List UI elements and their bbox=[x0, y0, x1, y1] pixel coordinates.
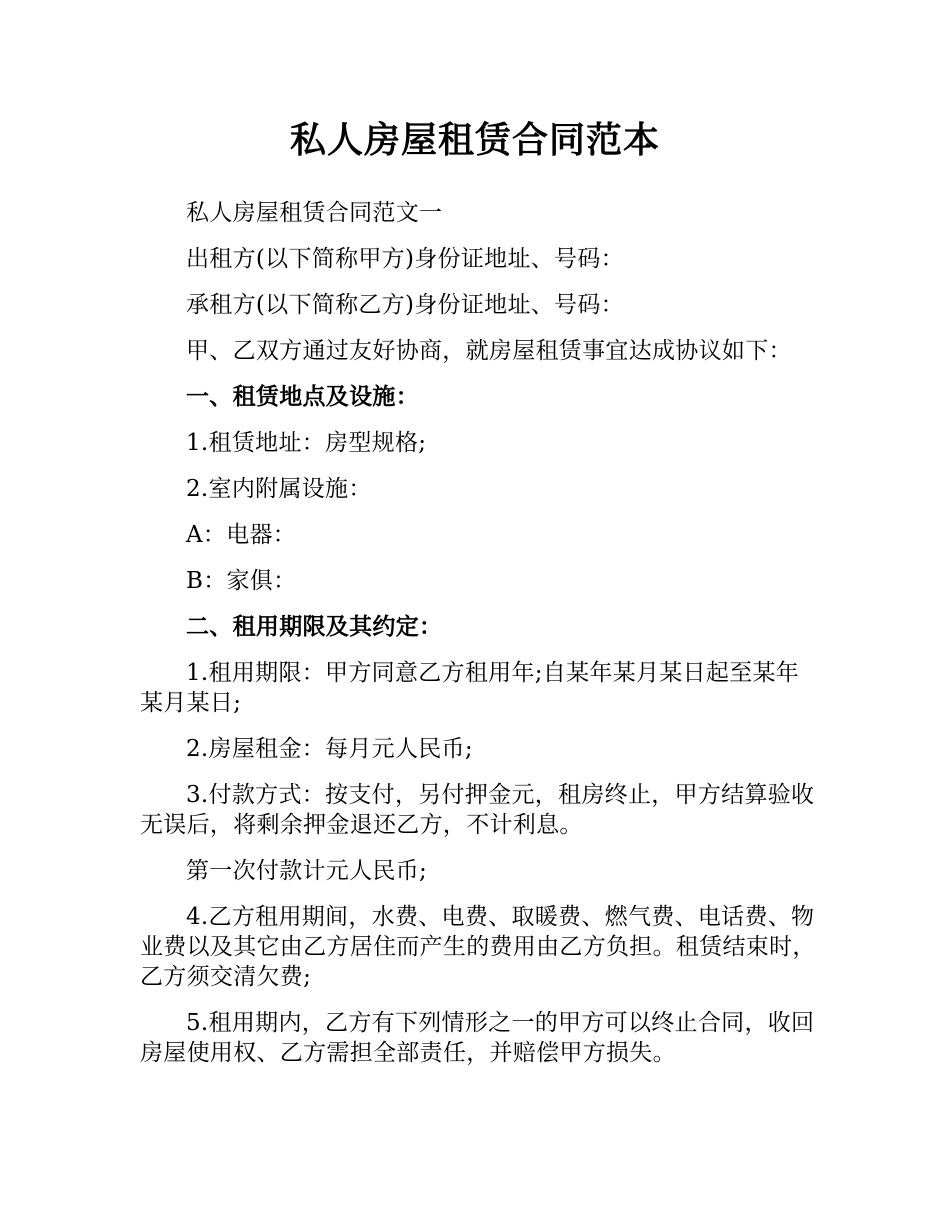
paragraph-rent: 2.房屋租金：每月元人民币; bbox=[186, 736, 473, 762]
paragraph-intro: 私人房屋租赁合同范文一 bbox=[186, 200, 443, 226]
paragraph-termination: 5.租用期内，乙方有下列情形之一的甲方可以终止合同，收回房屋使用权、乙方需担全部责任，并赔偿甲方损失。 bbox=[140, 1010, 815, 1066]
paragraph-furniture: B：家俱： bbox=[186, 568, 297, 594]
section-heading-term: 二、租用期限及其约定： bbox=[186, 614, 443, 640]
paragraph-term: 1.租用期限：甲方同意乙方租用年;自某年某月某日起至某年某月某日; bbox=[140, 660, 800, 716]
document-title: 私人房屋租赁合同范本 bbox=[289, 120, 660, 161]
document-body bbox=[140, 198, 820, 1084]
paragraph-payment: 3.付款方式：按支付，另付押金元，租房终止，甲方结算验收无误后，将剩余押金退还乙方，不计利息。 bbox=[140, 782, 815, 838]
paragraph-agreement: 甲、乙双方通过友好协商，就房屋租赁事宜达成协议如下： bbox=[186, 338, 792, 364]
paragraph-first-payment: 第一次付款计元人民币; bbox=[186, 858, 428, 884]
paragraph-lessor: 出租方(以下简称甲方)身份证地址、号码： bbox=[186, 246, 624, 272]
paragraph-lessee: 承租方(以下简称乙方)身份证地址、号码： bbox=[186, 292, 624, 318]
paragraph-address: 1.租赁地址：房型规格; bbox=[186, 430, 427, 456]
section-heading-location: 一、租赁地点及设施： bbox=[186, 384, 419, 410]
paragraph-facilities: 2.室内附属设施： bbox=[186, 476, 372, 502]
paragraph-appliances: A：电器： bbox=[186, 522, 297, 548]
paragraph-fees: 4.乙方租用期间，水费、电费、取暖费、燃气费、电话费、物业费以及其它由乙方居住而产生的费用由乙方负担。租赁结束时，乙方须交清欠费; bbox=[140, 904, 816, 990]
